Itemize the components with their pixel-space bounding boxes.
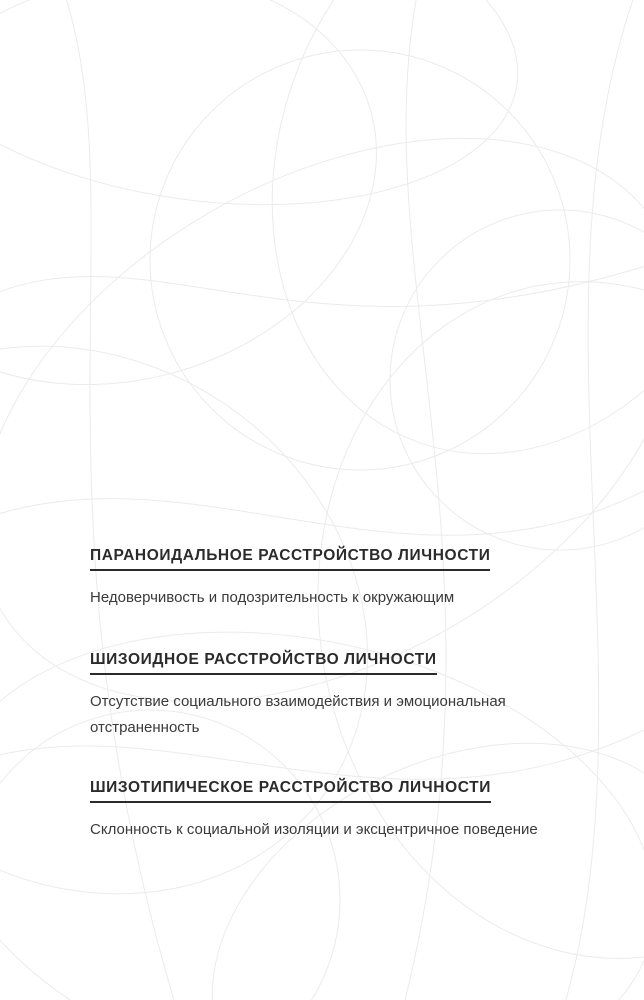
disorder-title: ШИЗОТИПИЧЕСКОЕ РАССТРОЙСТВО ЛИЧНОСТИ [90,778,491,803]
disorder-description: Отсутствие социального взаимодействия и эмоциональная отстраненность [90,693,506,736]
disorder-entry-schizotypal [90,778,590,843]
disorder-title: ПАРАНОИДАЛЬНОЕ РАССТРОЙСТВО ЛИЧНОСТИ [90,546,490,571]
disorder-description: Склонность к социальной изоляции и эксцентричное поведение [90,821,538,838]
disorder-entry-schizoid [90,650,590,741]
disorder-entry-paranoid [90,546,590,611]
disorder-description: Недоверчивость и подозрительность к окружающим [90,589,455,606]
disorder-title: ШИЗОИДНОЕ РАССТРОЙСТВО ЛИЧНОСТИ [90,650,437,675]
